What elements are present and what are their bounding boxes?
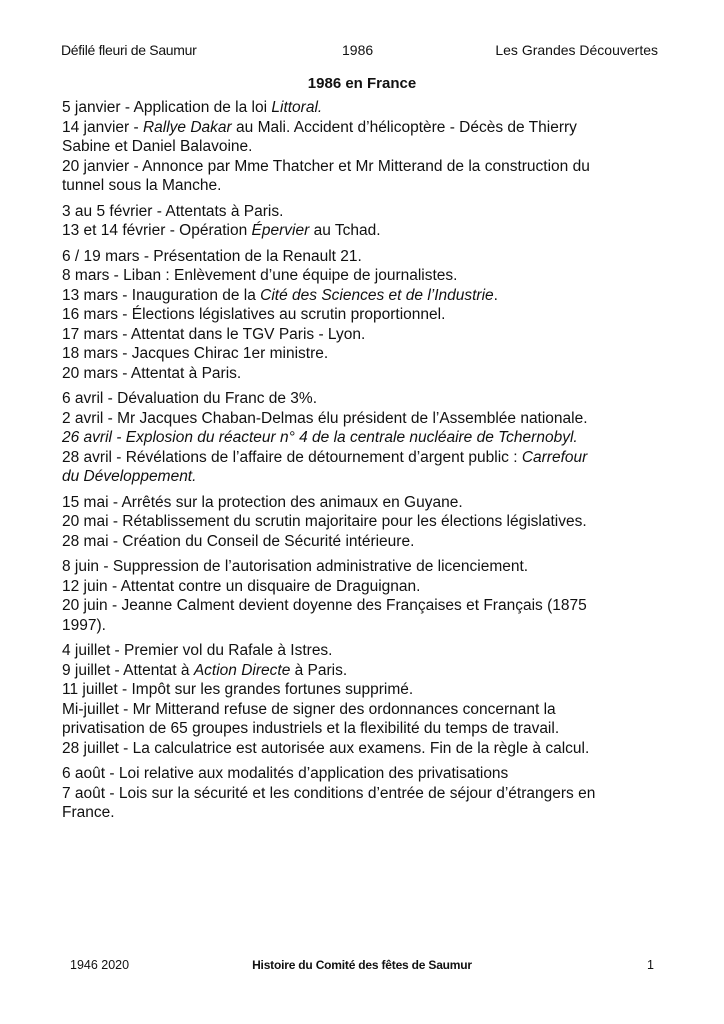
header-left-text: Défilé fleuri de Saumur bbox=[61, 42, 197, 58]
event-line bbox=[62, 247, 672, 267]
event-line bbox=[62, 577, 672, 597]
text-segment: 6 août - Loi relative aux modalités d’application des privatisations bbox=[62, 765, 509, 782]
event-group bbox=[62, 247, 672, 384]
event-line bbox=[62, 176, 672, 196]
text-segment: 16 mars - Élections législatives au scrutin proportionnel. bbox=[62, 306, 446, 323]
text-segment: 5 janvier - Application de la loi bbox=[62, 99, 272, 116]
event-line bbox=[62, 389, 672, 409]
event-line bbox=[62, 739, 672, 759]
event-group bbox=[62, 389, 672, 487]
footer-title: Histoire du Comité des fêtes de Saumur bbox=[252, 958, 472, 972]
event-group bbox=[62, 641, 672, 758]
event-line bbox=[62, 680, 672, 700]
event-line bbox=[62, 641, 672, 661]
text-segment: 9 juillet - Attentat à bbox=[62, 661, 194, 679]
text-segment: au Mali. Accident d’hélicoptère - Décès de Thierry bbox=[231, 118, 577, 136]
text-segment: à Paris. bbox=[290, 661, 348, 679]
text-segment: 2 avril - Mr Jacques Chaban-Delmas élu président de l’Assemblée nationale. bbox=[62, 409, 588, 427]
text-segment: 1997). bbox=[62, 616, 106, 634]
event-group bbox=[62, 98, 672, 196]
text-segment: 8 juin - Suppression de l’autorisation administrative de licenciement. bbox=[62, 558, 529, 575]
footer-years: 1946 2020 bbox=[70, 958, 130, 972]
text-segment: 3 au 5 février - Attentats à Paris. bbox=[62, 202, 284, 220]
italic-text: Rallye Dakar bbox=[142, 118, 232, 136]
text-segment: 12 juin - Attentat contre un disquaire de Draguignan. bbox=[62, 577, 421, 595]
text-segment: 20 juin - Jeanne Calment devient doyenne des Françaises et Français (1875 bbox=[62, 597, 587, 614]
event-group bbox=[62, 557, 672, 635]
text-segment: 20 janvier - Annonce par Mme Thatcher et Mr Mitterand de la construction du bbox=[62, 157, 590, 175]
text-segment: 20 mai - Rétablissement du scrutin majoritaire pour les élections législatives. bbox=[62, 513, 587, 530]
text-segment: 7 août - Lois sur la sécurité et les conditions d’entrée de séjour d’étrangers en bbox=[62, 784, 596, 802]
page-number: 1 bbox=[647, 958, 654, 972]
italic-text: 26 avril - Explosion du réacteur n° 4 de la centrale nucléaire de Tchernobyl. bbox=[62, 429, 578, 446]
event-line bbox=[62, 157, 672, 177]
text-segment: 4 juillet - Premier vol du Rafale à Istres. bbox=[62, 642, 333, 659]
event-line bbox=[62, 700, 672, 720]
text-segment: France. bbox=[62, 804, 115, 821]
events-body bbox=[62, 98, 672, 829]
event-line bbox=[62, 616, 672, 636]
text-segment: 6 avril - Dévaluation du Franc de 3%. bbox=[62, 390, 318, 407]
event-line bbox=[62, 596, 672, 616]
text-segment: 20 mars - Attentat à Paris. bbox=[62, 364, 242, 382]
event-line bbox=[62, 202, 672, 222]
event-line bbox=[62, 532, 672, 552]
text-segment: 11 juillet - Impôt sur les grandes fortunes supprimé. bbox=[62, 681, 414, 698]
text-segment: 13 mars - Inauguration de la bbox=[62, 286, 261, 304]
text-segment: 6 / 19 mars - Présentation de la Renault 21. bbox=[62, 247, 362, 265]
text-segment: privatisation de 65 groupes industriels et la flexibilité du temps de travail. bbox=[62, 720, 560, 737]
text-segment: 18 mars - Jacques Chirac 1er ministre. bbox=[62, 345, 329, 362]
text-segment: 28 mai - Création du Conseil de Sécurité intérieure. bbox=[62, 532, 415, 550]
text-segment: 8 mars - Liban : Enlèvement d’une équipe de journalistes. bbox=[62, 267, 458, 284]
event-line bbox=[62, 448, 672, 468]
italic-text: Épervier bbox=[251, 222, 310, 239]
event-line bbox=[62, 493, 672, 513]
header-year: 1986 bbox=[342, 42, 374, 58]
text-segment: 28 avril - Révélations de l’affaire de détournement d’argent public : bbox=[62, 448, 522, 466]
text-segment: tunnel sous la Manche. bbox=[62, 177, 222, 194]
event-line bbox=[62, 137, 672, 157]
event-line bbox=[62, 118, 672, 138]
event-line bbox=[62, 325, 672, 345]
event-line bbox=[62, 286, 672, 306]
event-line bbox=[62, 764, 672, 784]
text-segment: 17 mars - Attentat dans le TGV Paris - Lyon. bbox=[62, 325, 366, 343]
italic-text: Littoral. bbox=[271, 99, 323, 116]
event-line bbox=[62, 661, 672, 681]
text-segment: Sabine et Daniel Balavoine. bbox=[62, 138, 253, 155]
text-segment: au Tchad. bbox=[309, 222, 381, 239]
event-line bbox=[62, 266, 672, 286]
event-group bbox=[62, 493, 672, 552]
text-segment: 13 et 14 février - Opération bbox=[62, 222, 252, 239]
event-line bbox=[62, 719, 672, 739]
event-line bbox=[62, 98, 672, 118]
event-line bbox=[62, 467, 672, 487]
event-line bbox=[62, 428, 672, 448]
italic-text: du Développement. bbox=[62, 468, 197, 485]
event-line bbox=[62, 512, 672, 532]
event-line bbox=[62, 344, 672, 364]
page-title: 1986 en France bbox=[307, 75, 417, 92]
event-group bbox=[62, 764, 672, 823]
event-line bbox=[62, 221, 672, 241]
text-segment: 14 janvier - bbox=[62, 118, 143, 136]
event-group bbox=[62, 202, 672, 241]
header-right-text: Les Grandes Découvertes bbox=[495, 42, 658, 58]
event-line bbox=[62, 803, 672, 823]
event-line bbox=[62, 305, 672, 325]
text-segment: 15 mai - Arrêtés sur la protection des animaux en Guyane. bbox=[62, 493, 463, 511]
event-line bbox=[62, 364, 672, 384]
italic-text: Carrefour bbox=[521, 448, 588, 466]
event-line bbox=[62, 409, 672, 429]
italic-text: Action Directe bbox=[193, 661, 291, 679]
event-line bbox=[62, 784, 672, 804]
text-segment: Mi-juillet - Mr Mitterand refuse de signer des ordonnances concernant la bbox=[62, 700, 556, 718]
text-segment: 28 juillet - La calculatrice est autorisée aux examens. Fin de la règle à calcul. bbox=[62, 739, 590, 757]
event-line bbox=[62, 557, 672, 577]
text-segment: . bbox=[493, 286, 498, 304]
italic-text: Cité des Sciences et de l’Industrie bbox=[260, 286, 494, 304]
